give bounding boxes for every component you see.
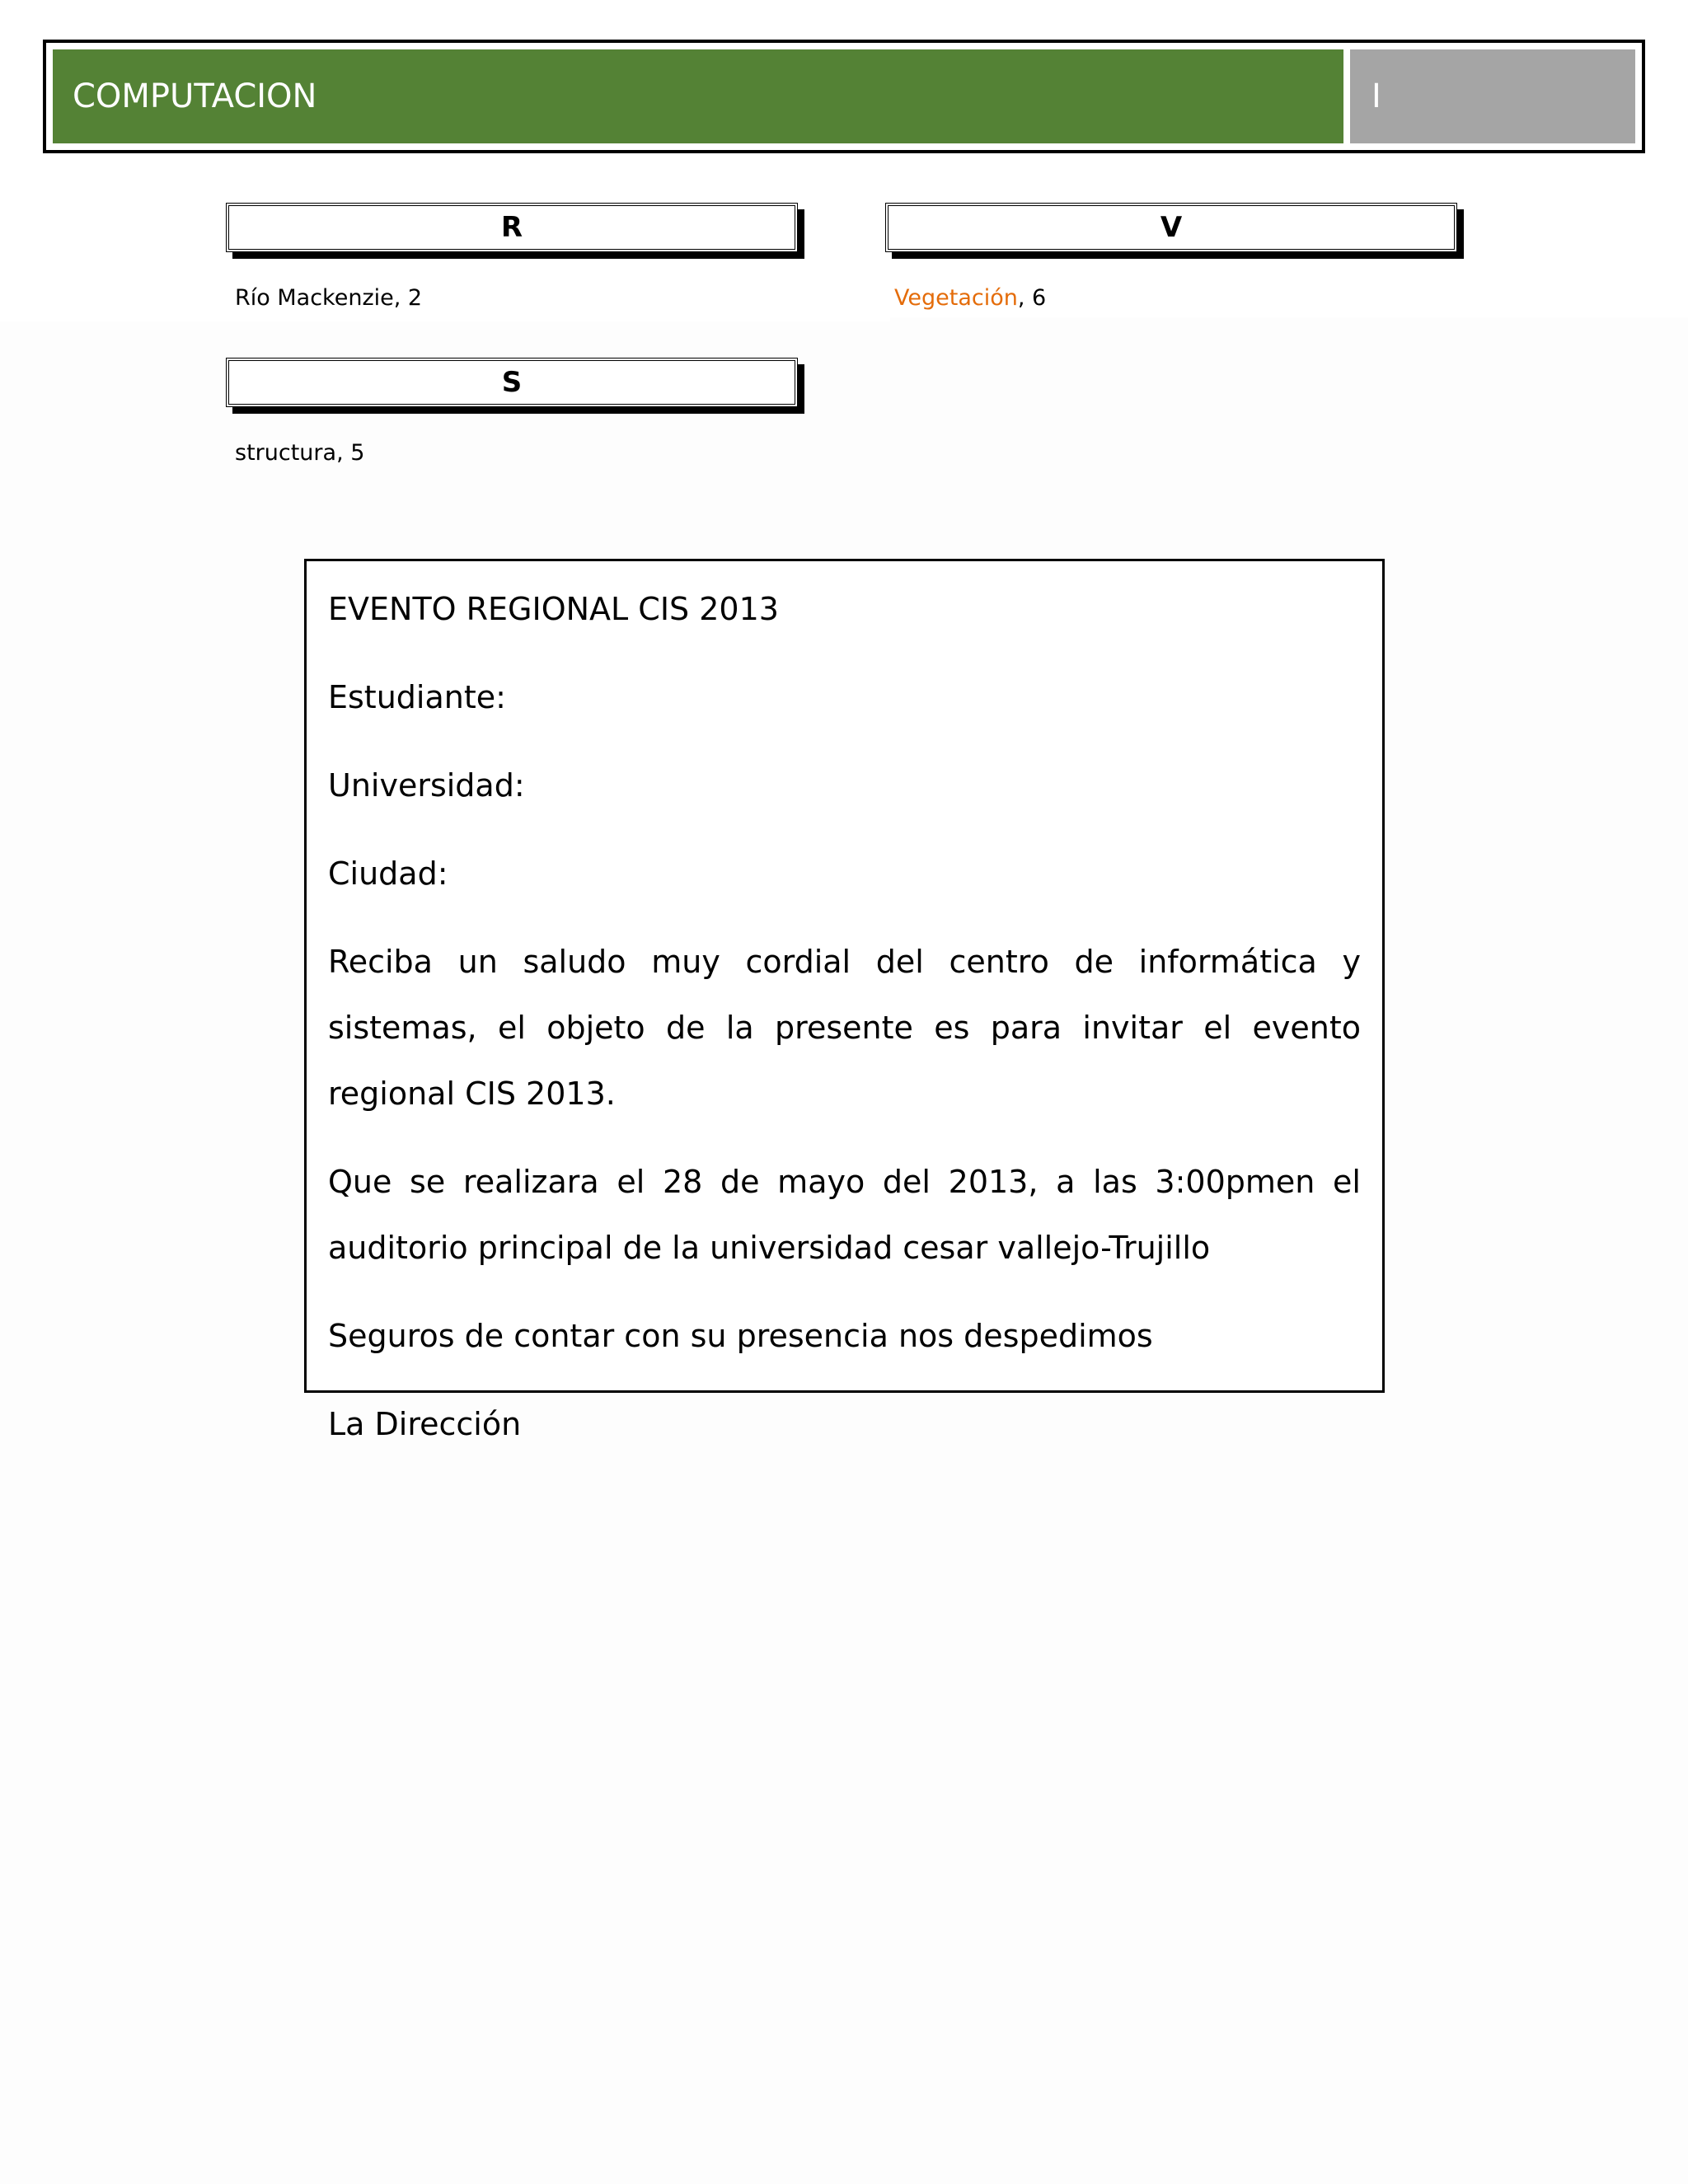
index-entry-text: structura [235,440,337,466]
header-page-number: I [1372,77,1381,115]
page-header [43,40,1645,153]
index-entry-page: , 2 [393,285,423,311]
header-page-number-box [1350,49,1635,143]
index-entry-text[interactable]: Vegetación [894,285,1018,311]
index-letter: V [1160,211,1183,244]
letter-title: EVENTO REGIONAL CIS 2013 [328,591,779,627]
page-background-shade-top [890,317,1688,326]
student-label: Estudiante: [328,679,506,715]
index-letter: R [500,211,523,244]
header-title-bar [53,49,1343,143]
letter-closing: Seguros de contar con su presencia nos despedimos [328,1318,1153,1354]
invitation-letter [304,559,1385,1442]
index-entry-text: Río Mackenzie [235,285,394,311]
letter-paragraph-details: Que se realizara el 28 de mayo del 2013, a las 3:00pmen el auditorio principal de la universidad cesar vallejo-Trujillo [328,1164,1361,1266]
header-title: COMPUTACION [73,77,317,115]
index-heading-v [885,203,1457,252]
index-letter: S [501,366,523,399]
index-entry-page: , 5 [336,440,365,466]
index-entry-page: , 6 [1017,285,1047,311]
index-entry-structura[interactable] [235,438,364,468]
index-heading-r [226,203,798,252]
letter-paragraph-greeting: Reciba un saludo muy cordial del centro de informática y sistemas, el objeto de la presente es para invitar el evento regional CIS 2013. [328,944,1361,1112]
index-entry-vegetacion[interactable] [894,284,1046,313]
city-label: Ciudad: [328,855,448,892]
letter-signature: La Dirección [328,1406,522,1442]
university-label: Universidad: [328,767,525,804]
index-entry-rio-mackenzie[interactable] [235,284,422,313]
index-heading-s [226,358,798,407]
